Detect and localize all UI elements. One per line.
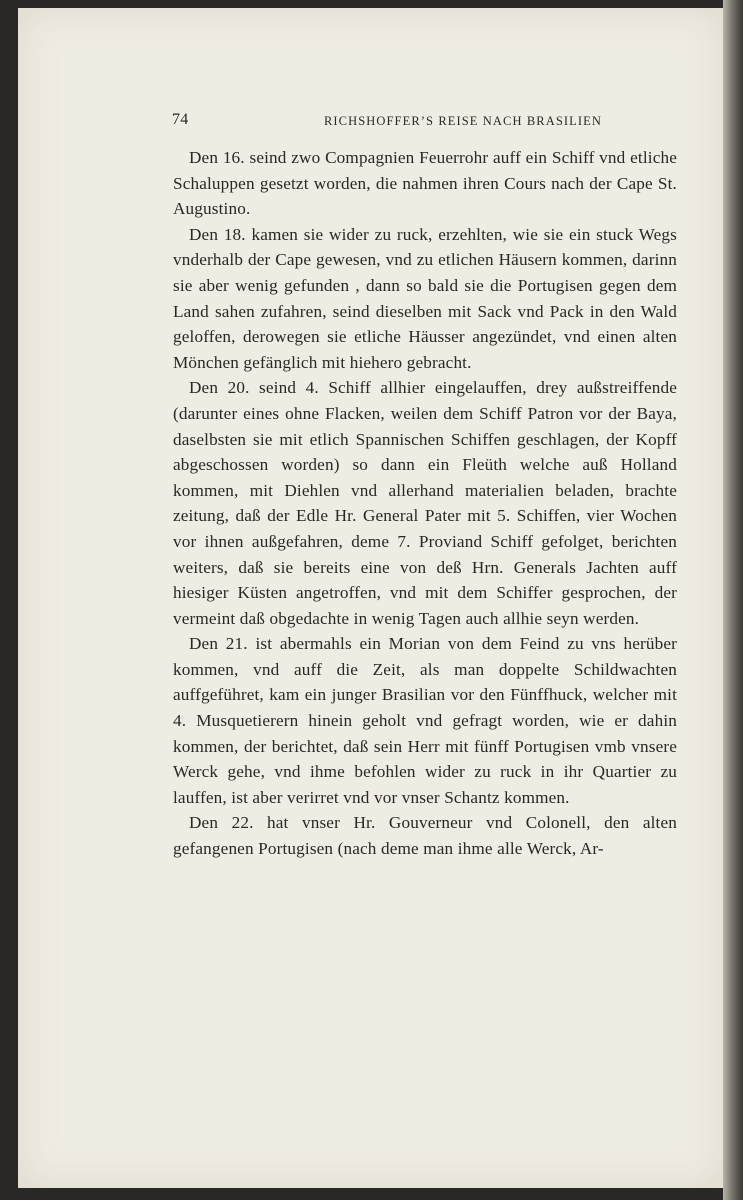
page-number: 74: [172, 111, 189, 128]
paragraph-21: Den 21. ist abermahls ein Morian von dem Feind zu vns herüber kommen, vnd auff die Zeit, als man doppelte Schildwachten auffgeführet, kam ein junger Brasilian vor den Fünffhuck, welcher mit 4. Musquetierern hinein geholt vnd gefragt worden, wie er dahin kommen, der berichtet, daß sein Herr mit fünff Portugisen vmb vnsere Werck gehe, vnd ihme befohlen wider zu ruck in ihr Quartier zu lauffen, ist aber verirret vnd vor vnser Schantz kommen.: [173, 634, 677, 807]
running-title: RICHSHOFFER’S REISE NACH BRASILIEN: [323, 114, 602, 128]
paragraph-20: Den 20. seind 4. Schiff allhier eingelauffen, drey außstreiffende (darunter eines ohne Flacken, weilen dem Schiff Patron vor der Baya, daselbsten sie mit etlich Spannischen Schiffen geschlagen, der Kopff abgeschossen worden) so dann ein Fleüth welche auß Holland kommen, mit Diehlen vnd allerhand materialien beladen, brachte zeitung, daß der Edle Hr. General Pater mit 5. Schiffen, vier Wochen vor ihnen außgefahren, deme 7. Proviand Schiff gefolget, berichten weiters, daß sie bereits eine von deß Hrn. Generals Jachten auff hiesiger Küsten angetroffen, vnd mit dem Schiffer gesprochen, der vermeint daß obgedachte in wenig Tagen auch allhie seyn werden.: [173, 378, 677, 628]
page-edge-shadow: [723, 0, 743, 1200]
paragraph-16: Den 16. seind zwo Compagnien Feuerrohr auff ein Schiff vnd etliche Schaluppen gesetzt worden, die nahmen ihren Cours nach der Cape St. Augustino.: [173, 148, 677, 219]
paragraph-18: Den 18. kamen sie wider zu ruck, erzehlten, wie sie ein stuck Wegs vnderhalb der Cape gewesen, vnd zu etlichen Häusern kommen, darinn sie aber wenig gefunden , dann so bald sie die Portugisen gegen dem Land sahen zufahren, seind dieselben mit Sack vnd Pack in den Wald geloffen, derowegen sie etliche Häusser angezündet, vnd einen alten Mönchen gefänglich mit hiehero gebracht.: [173, 224, 677, 372]
body-text: [173, 145, 677, 862]
paragraph-22: Den 22. hat vnser Hr. Gouverneur vnd Colonell, den alten gefangenen Portugisen (nach deme man ihme alle Werck, Ar-: [173, 813, 677, 859]
page-header: [172, 111, 602, 135]
